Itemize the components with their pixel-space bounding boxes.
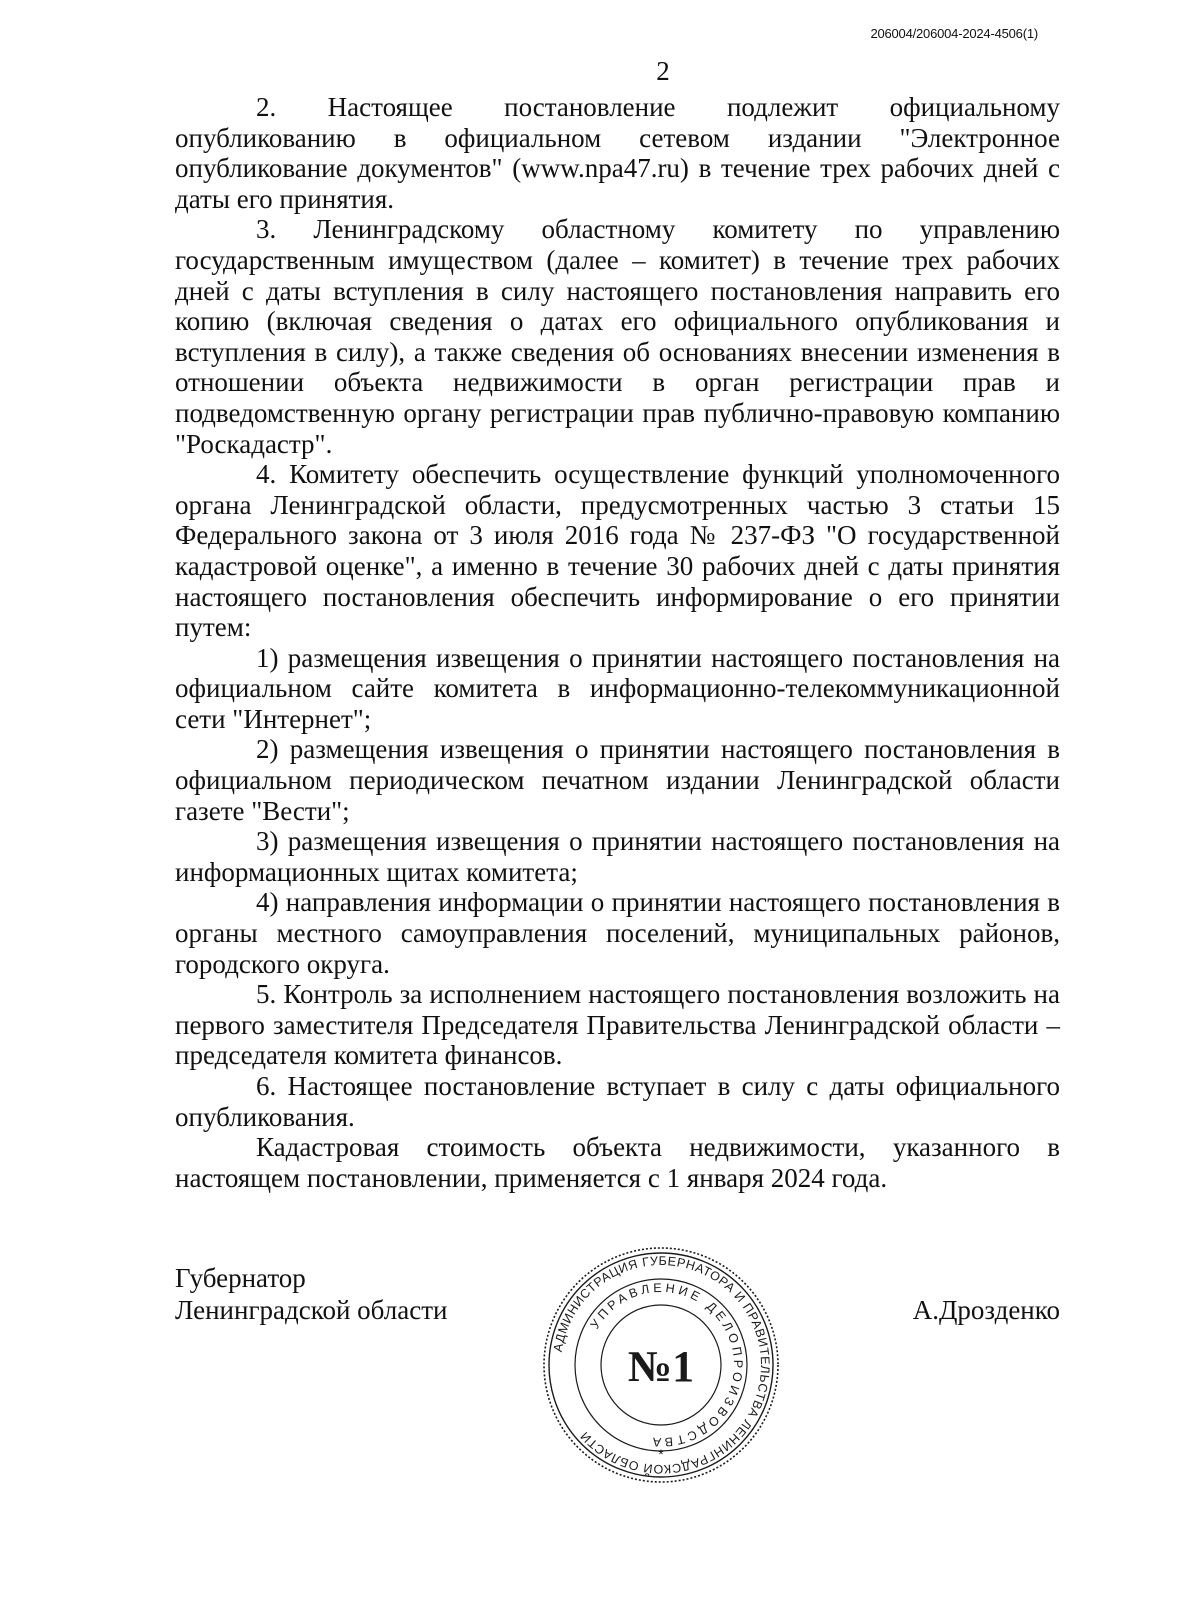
- document-id: 206004/206004-2024-4506(1): [870, 26, 1038, 41]
- stamp-number: №1: [627, 1342, 695, 1391]
- paragraph-item-2: 2. Настоящее постановление подлежит официальному опубликованию в официальном сетевом издании "Электронное опубликование документов" (www.npa47.ru) в течение трех рабочих дней с даты его принятия.: [175, 92, 1060, 214]
- position-region: Ленинградской области: [175, 1295, 448, 1325]
- subparagraph-2: 2) размещения извещения о принятии настоящего постановления в официальном периодическом печатном издании Ленинградской области газете "Вести";: [175, 734, 1060, 826]
- position-title: Губернатор: [175, 1263, 306, 1293]
- subparagraph-3: 3) размещения извещения о принятии настоящего постановления на информационных щитах комитета;: [175, 826, 1060, 887]
- subparagraph-4: 4) направления информации о принятии настоящего постановления в органы местного самоуправления поселений, муниципальных районов, городского округа.: [175, 887, 1060, 979]
- signatory-name: А.Дрозденко: [912, 1295, 1060, 1325]
- document-body: [175, 92, 1060, 1193]
- page-number: 2: [656, 56, 670, 86]
- cadastral-value-note: Кадастровая стоимость объекта недвижимости, указанного в настоящем постановлении, применяется с 1 января 2024 года.: [175, 1132, 1060, 1193]
- stamp-inner-text: УПРАВЛЕНИЕ ДЕЛОПРОИЗВОДСТВА: [587, 1280, 746, 1450]
- paragraph-item-6: 6. Настоящее постановление вступает в силу с даты официального опубликования.: [175, 1071, 1060, 1132]
- paragraph-item-3: 3. Ленинградскому областному комитету по управлению государственным имуществом (далее – комитет) в течение трех рабочих дней с даты вступления в силу настоящего постановления направить его копию (включая сведения о датах его официального опубликования и вступления в силу), а также сведения об основаниях внесении изменения в отношении объекта недвижимости в орган регистрации прав и подведомственную органу регистрации прав публично-правовую компанию "Роскадастр".: [175, 214, 1060, 459]
- paragraph-item-5: 5. Контроль за исполнением настоящего постановления возложить на первого заместителя Председателя Правительства Ленинградской области – председателя комитета финансов.: [175, 979, 1060, 1071]
- official-stamp: [541, 1245, 781, 1485]
- paragraph-item-4: 4. Комитету обеспечить осуществление функций уполномоченного органа Ленинградской области, предусмотренных частью 3 статьи 15 Федерального закона от 3 июля 2016 года № 237-ФЗ "О государственной кадастровой оценке", а именно в течение 30 рабочих дней с даты принятия настоящего постановления обеспечить информирование о его принятии путем:: [175, 459, 1060, 643]
- subparagraph-1: 1) размещения извещения о принятии настоящего постановления на официальном сайте комитета в информационно-телекоммуникационной сети "Интернет";: [175, 642, 1060, 734]
- stamp-outer-text: АДМИНИСТРАЦИЯ ГУБЕРНАТОРА И ПРАВИТЕЛЬСТВА ЛЕНИНГРАДСКОЙ ОБЛАСТИ: [550, 1253, 773, 1477]
- stamp-asterisk: *: [658, 1446, 664, 1462]
